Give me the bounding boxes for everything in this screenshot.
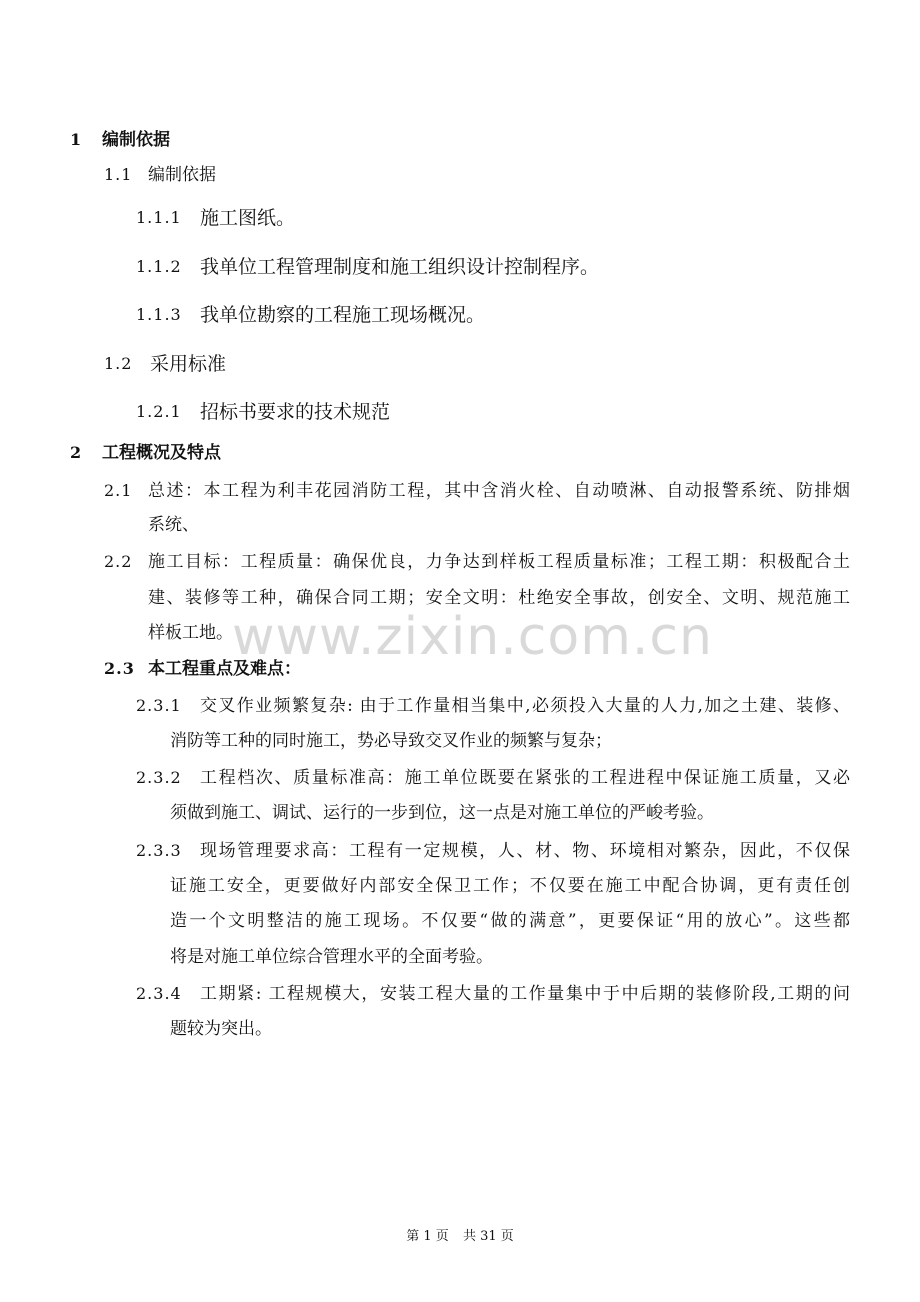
page-footer [0, 1228, 920, 1246]
paragraph-line: 现场管理要求高：工程有一定规模，人、材、物、环境相对繁杂，因此，不仅保 [200, 841, 850, 861]
item-number: 2.3.2 [136, 768, 182, 787]
item-number: 2.3.1 [136, 696, 182, 715]
section-heading: 编制依据 [102, 130, 170, 150]
subsection-heading: 编制依据 [148, 165, 216, 185]
item-text: 我单位勘察的工程施工现场概况。 [200, 304, 486, 326]
item-text: 施工图纸。 [200, 207, 296, 229]
subsection-heading: 本工程重点及难点： [148, 659, 301, 679]
item-number: 1.2.1 [136, 402, 182, 421]
paragraph-line: 系统、 [148, 515, 199, 535]
subsection-number: 2.1 [104, 481, 133, 500]
item-number: 1.1.3 [136, 305, 182, 324]
item-text: 招标书要求的技术规范 [200, 401, 391, 423]
item-number: 1.1.1 [136, 208, 182, 227]
paragraph-line: 样板工地。 [148, 623, 233, 643]
paragraph-line: 须做到施工、调试、运行的一步到位，这一点是对施工单位的严峻考验。 [170, 803, 714, 823]
paragraph-line: 消防等工种的同时施工，势必导致交叉作业的频繁与复杂； [170, 731, 612, 751]
paragraph-line: 证施工安全，更要做好内部安全保卫工作；不仅要在施工中配合协调，更有责任创 [170, 876, 850, 896]
paragraph-line: 建、装修等工种，确保合同工期；安全文明：杜绝安全事故，创安全、文明、规范施工 [148, 588, 850, 608]
subsection-heading: 采用标准 [150, 353, 227, 375]
paragraph-line: 施工目标：工程质量：确保优良，力争达到样板工程质量标准；工程工期：积极配合土 [148, 552, 850, 572]
section-heading: 工程概况及特点 [102, 443, 221, 463]
item-number: 2.3.3 [136, 841, 182, 860]
paragraph-line: 工期紧: 工程规模大，安装工程大量的工作量集中于中后期的装修阶段,工期的问 [200, 984, 850, 1004]
subsection-number: 1.2 [104, 354, 133, 373]
subsection-number: 2.2 [104, 552, 133, 571]
item-number: 1.1.2 [136, 257, 182, 276]
subsection-number: 2.3 [104, 659, 135, 678]
paragraph-line: 工程档次、质量标准高：施工单位既要在紧张的工程进程中保证施工质量，又必 [200, 768, 850, 788]
paragraph-line: 交叉作业频繁复杂: 由于工作量相当集中,必须投入大量的人力,加之土建、装修、 [200, 696, 850, 716]
section-number: 1 [70, 130, 83, 149]
section-number: 2 [70, 443, 83, 462]
paragraph-line: 造一个文明整洁的施工现场。不仅要“做的满意”，更要保证“用的放心”。这些都 [170, 911, 850, 931]
watermark: www.zixin.com.cn [232, 607, 713, 667]
item-number: 2.3.4 [136, 984, 182, 1003]
item-text: 我单位工程管理制度和施工组织设计控制程序。 [200, 256, 600, 278]
page-total: 共 31 页 [462, 1229, 514, 1244]
page-number: 第 1 页 [406, 1229, 449, 1244]
paragraph-line: 将是对施工单位综合管理水平的全面考验。 [170, 947, 493, 967]
paragraph-line: 题较为突出。 [170, 1019, 272, 1039]
subsection-number: 1.1 [104, 165, 133, 184]
paragraph-line: 总述：本工程为利丰花园消防工程，其中含消火栓、自动喷淋、自动报警系统、防排烟 [148, 481, 850, 501]
